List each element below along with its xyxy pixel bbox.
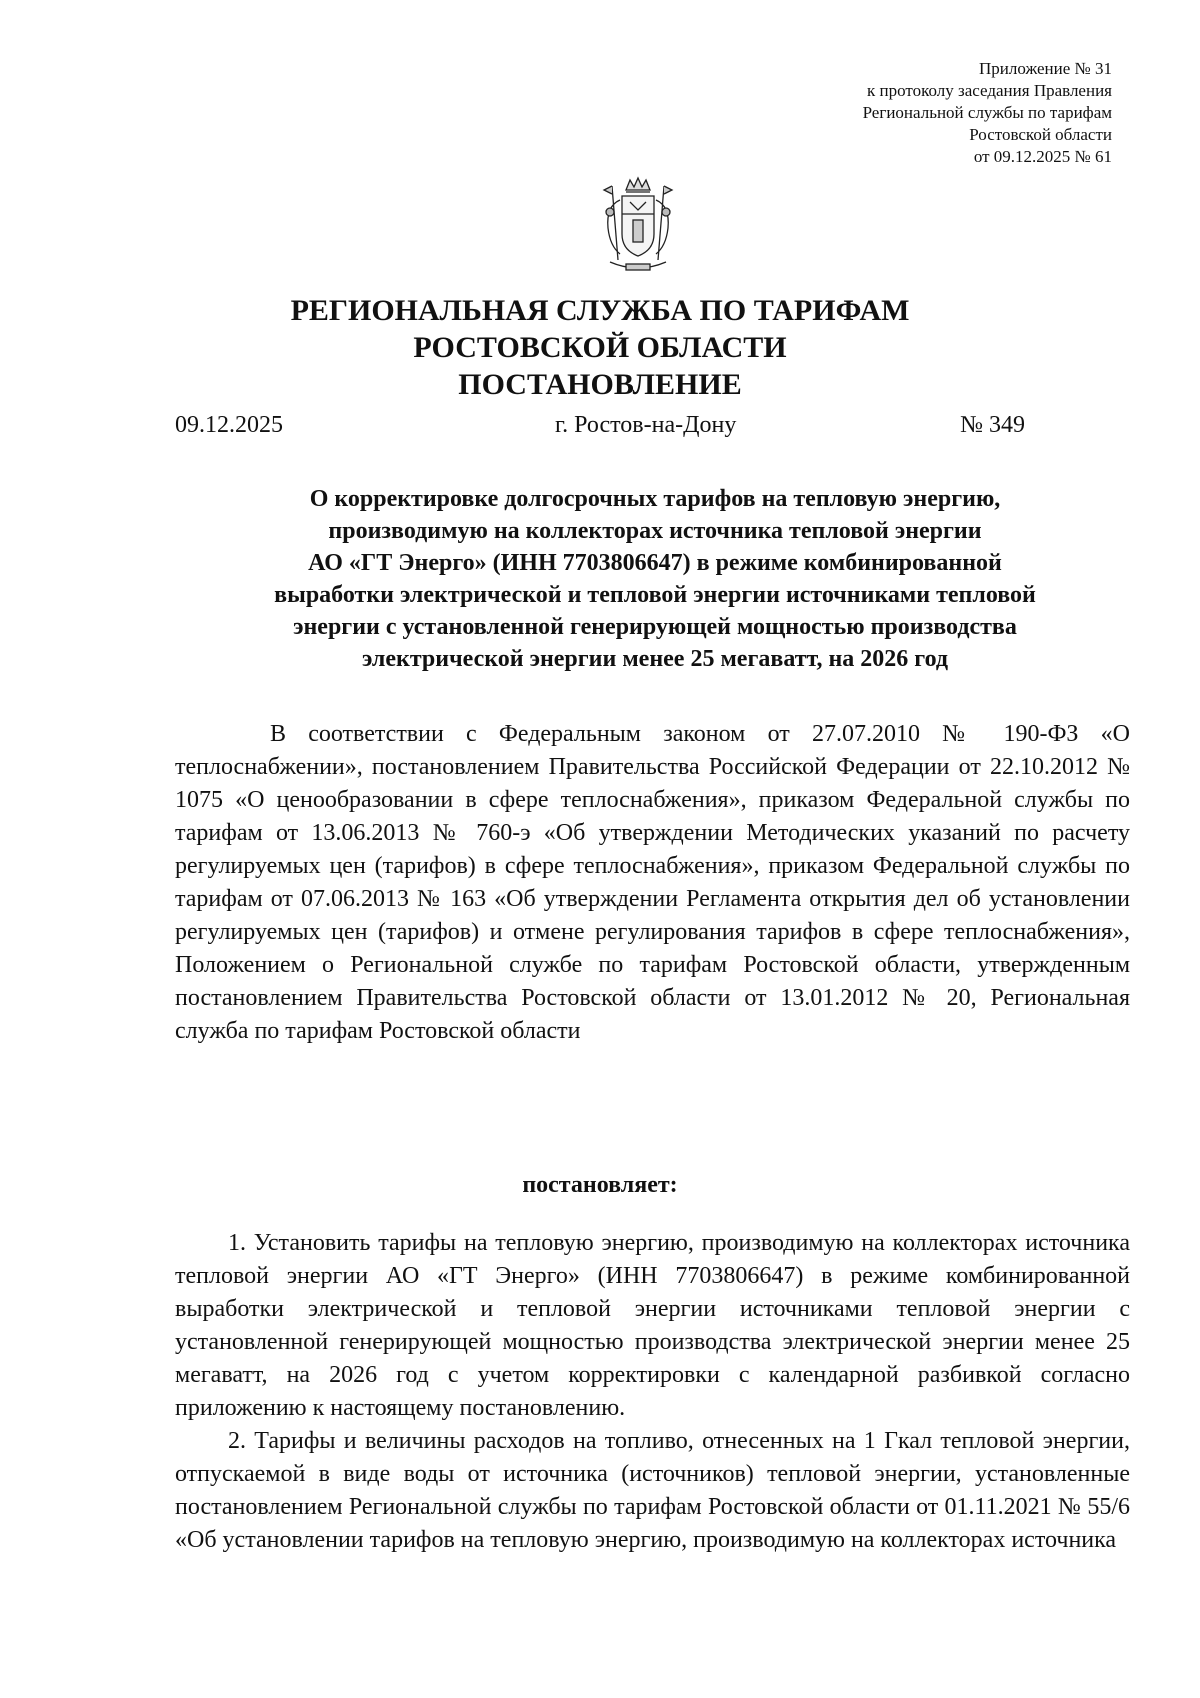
preamble-paragraph: В соответствии с Федеральным законом от 27.07.2010 № 190-ФЗ «О теплоснабжении», постановлением Правительства Российской Федерации от 22.10.2012 № 1075 «О ценообразовании в сфере теплоснабжения», приказом Федеральной службы по тарифам от 13.06.2013 № 760-э «Об утверждении Методических указаний по расчету регулируемых цен (тарифов) в сфере теплоснабжения», приказом Федеральной службы по тарифам от 07.06.2013 № 163 «Об утверждении Регламента открытия дел об установлении регулируемых цен (тарифов) и отмене регулирования тарифов в сфере теплоснабжения», Положением о Региональной службе по тарифам Ростовской области, утвержденным постановлением Правительства Ростовской области от 13.01.2012 № 20, Региональная служба по тарифам Ростовской области (175, 721, 1130, 1044)
subject-line: энергии с установленной генерирующей мощностью производства (293, 614, 1017, 640)
decree-items (175, 1227, 1130, 1557)
appendix-line: к протоколу заседания Правления (867, 81, 1112, 100)
decree-item: 2. Тарифы и величины расходов на топливо, отнесенных на 1 Гкал тепловой энергии, отпускаемой в виде воды от источника (источников) тепловой энергии, установленные постановлением Региональной службы по тарифам Ростовской области от 01.11.2021 № 55/6 «Об установлении тарифов на тепловую энергию, производимую на коллекторах источника (175, 1428, 1130, 1553)
document-subject (175, 483, 1135, 675)
document-city: г. Ростов-на-Дону (555, 412, 737, 438)
org-name-line: РЕГИОНАЛЬНАЯ СЛУЖБА ПО ТАРИФАМ (290, 294, 910, 327)
organization-header (0, 292, 1200, 403)
decree-word: постановляет: (522, 1172, 678, 1198)
org-name-line: РОСТОВСКОЙ ОБЛАСТИ (413, 331, 787, 364)
decree-item: 1. Установить тарифы на тепловую энергию, производимую на коллекторах источника тепловой энергии АО «ГТ Энерго» (ИНН 7703806647) в режиме комбинированной выработки электрической и тепловой энергии источниками тепловой энергии с установленной генерирующей мощностью производства электрической энергии менее 25 мегаватт, на 2026 год с учетом корректировки с календарной разбивкой согласно приложению к настоящему постановлению. (175, 1230, 1130, 1421)
appendix-line: Приложение № 31 (979, 59, 1112, 78)
rostov-region-coat-of-arms-icon (596, 176, 680, 280)
document-number: № 349 (960, 412, 1025, 438)
subject-line: АО «ГТ Энерго» (ИНН 7703806647) в режиме комбинированной (308, 550, 1002, 576)
appendix-line: Региональной службы по тарифам (862, 103, 1112, 122)
document-date: 09.12.2025 (175, 412, 283, 438)
subject-line: выработки электрической и тепловой энергии источниками тепловой (274, 582, 1036, 608)
appendix-line: от 09.12.2025 № 61 (973, 147, 1112, 166)
document-meta-row (175, 412, 1025, 444)
appendix-line: Ростовской области (969, 125, 1112, 144)
subject-line: производимую на коллекторах источника тепловой энергии (328, 518, 982, 544)
subject-line: О корректировке долгосрочных тарифов на тепловую энергию, (309, 486, 1001, 512)
appendix-block (863, 58, 1112, 168)
subject-line: электрической энергии менее 25 мегаватт, на 2026 год (361, 646, 949, 672)
document-type: ПОСТАНОВЛЕНИЕ (458, 368, 742, 401)
